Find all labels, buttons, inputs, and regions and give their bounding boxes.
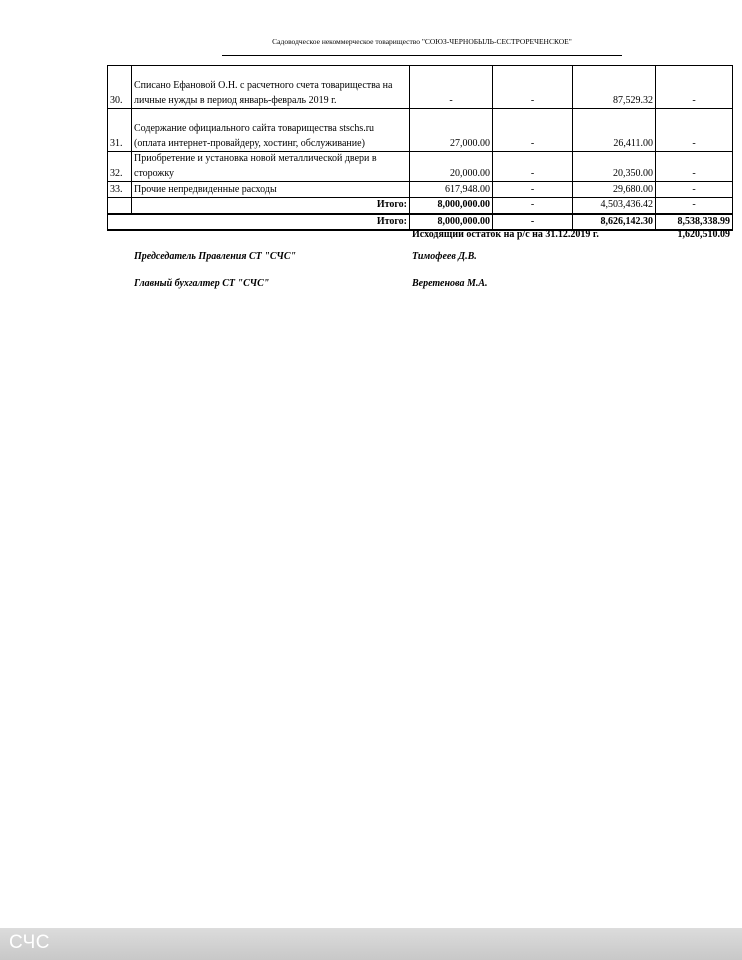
row-col4-amount: - (656, 66, 733, 109)
row-col2-amount: - (493, 182, 573, 198)
table-row (108, 66, 733, 109)
total-col2-amount: - (493, 214, 573, 231)
row-col2-amount: - (493, 152, 573, 182)
row-planned-amount: - (410, 66, 493, 109)
organization-header: Садоводческое некоммерческое товарищество "СОЮЗ-ЧЕРНОБЫЛЬ-СЕСТРОРЕЧЕНСКОЕ" (272, 37, 572, 46)
table-row (108, 182, 733, 198)
signature-role-chairman: Председатель Правления СТ "СЧС" (134, 251, 297, 262)
row-col4-amount: - (656, 109, 733, 152)
signature-name-accountant: Веретенова М.А. (412, 278, 488, 289)
row-description: Содержание официального сайта товарищества stschs.ru (оплата интернет-провайдеру, хостинг, обслуживание) (132, 109, 410, 152)
subtotal-actual-amount: 4,503,436.42 (573, 198, 656, 214)
row-description: Списано Ефановой О.Н. с расчетного счета товарищества на личные нужды в период январь-февраль 2019 г. (132, 66, 410, 109)
row-col2-amount: - (493, 109, 573, 152)
expense-table (107, 65, 733, 231)
total-label: Итого: (108, 214, 410, 231)
row-actual-amount: 20,350.00 (573, 152, 656, 182)
closing-balance (412, 229, 732, 240)
table-row (108, 109, 733, 152)
footer-bar (0, 928, 742, 960)
subtotal-planned-amount: 8,000,000.00 (410, 198, 493, 214)
row-description: Приобретение и установка новой металлической двери в сторожку (132, 152, 410, 182)
row-actual-amount: 29,680.00 (573, 182, 656, 198)
row-col2-amount: - (493, 66, 573, 109)
total-planned-amount: 8,000,000.00 (410, 214, 493, 231)
subtotal-num-cell (108, 198, 132, 214)
total-row (108, 214, 733, 231)
row-number: 31. (108, 109, 132, 152)
row-planned-amount: 27,000.00 (410, 109, 493, 152)
row-description: Прочие непредвиденные расходы (132, 182, 410, 198)
row-col4-amount: - (656, 182, 733, 198)
closing-balance-value: 1,620,510.09 (677, 229, 730, 240)
row-number: 30. (108, 66, 132, 109)
subtotal-col2-amount: - (493, 198, 573, 214)
footer-logo: СЧС (9, 932, 50, 953)
row-actual-amount: 26,411.00 (573, 109, 656, 152)
table-row (108, 152, 733, 182)
total-col4-amount: 8,538,338.99 (656, 214, 733, 231)
row-actual-amount: 87,529.32 (573, 66, 656, 109)
signature-name-chairman: Тимофеев Д.В. (412, 251, 477, 262)
subtotal-col4-amount: - (656, 198, 733, 214)
subtotal-label: Итого: (132, 198, 410, 214)
header-divider (222, 55, 622, 56)
row-number: 32. (108, 152, 132, 182)
row-number: 33. (108, 182, 132, 198)
row-col4-amount: - (656, 152, 733, 182)
signature-role-accountant: Главный бухгалтер СТ "СЧС" (134, 278, 270, 289)
total-actual-amount: 8,626,142.30 (573, 214, 656, 231)
row-planned-amount: 617,948.00 (410, 182, 493, 198)
row-planned-amount: 20,000.00 (410, 152, 493, 182)
subtotal-row (108, 198, 733, 214)
closing-balance-label: Исходящий остаток на р/с на 31.12.2019 г. (412, 229, 599, 240)
